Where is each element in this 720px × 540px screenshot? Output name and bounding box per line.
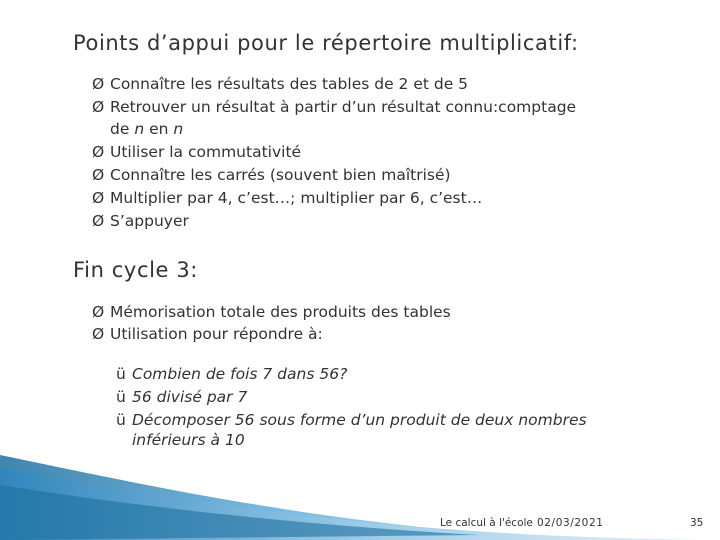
check-bullet-icon: ü <box>116 388 126 406</box>
arrow-bullet-icon: Ø <box>92 212 105 230</box>
list-item: Ø Utilisation pour répondre à: <box>92 325 323 343</box>
check-item: ü Décomposer 56 sous forme d’un produit de deux nombres <box>116 411 587 429</box>
decorative-wave <box>0 455 720 540</box>
list-item: Ø Utiliser la commutativité <box>92 143 302 161</box>
arrow-bullet-icon: Ø <box>92 75 105 93</box>
arrow-bullet-icon: Ø <box>92 166 105 184</box>
list-item: Ø Multiplier par 4, c’est…; multiplier par 6, c’est… <box>92 189 483 207</box>
page-number: 35 <box>690 517 704 529</box>
check-item: ü 56 divisé par 7 <box>116 388 248 406</box>
arrow-bullet-icon: Ø <box>92 325 105 343</box>
section-title-2: Fin cycle 3: <box>73 258 198 282</box>
arrow-bullet-icon: Ø <box>92 303 105 321</box>
list-item-continuation: de n en n <box>110 120 184 138</box>
footer-date: 02/03/2021 <box>537 517 604 529</box>
arrow-bullet-icon: Ø <box>92 143 105 161</box>
check-bullet-icon: ü <box>116 411 126 429</box>
section-title-1: Points d’appui pour le répertoire multiplicatif: <box>73 31 579 55</box>
list-item: Ø Connaître les résultats des tables de 2 et de 5 <box>92 75 469 93</box>
list-item: Ø S’appuyer <box>92 212 189 230</box>
list-item: Ø Retrouver un résultat à partir d’un résultat connu:comptage <box>92 98 577 116</box>
footer-label: Le calcul à l'école <box>440 517 533 529</box>
list-item: Ø Connaître les carrés (souvent bien maîtrisé) <box>92 166 451 184</box>
check-item-continuation: inférieurs à 10 <box>132 431 245 449</box>
check-bullet-icon: ü <box>116 365 126 383</box>
check-item: ü Combien de fois 7 dans 56? <box>116 365 348 383</box>
arrow-bullet-icon: Ø <box>92 189 105 207</box>
arrow-bullet-icon: Ø <box>92 98 105 116</box>
list-item: Ø Mémorisation totale des produits des tables <box>92 303 451 321</box>
